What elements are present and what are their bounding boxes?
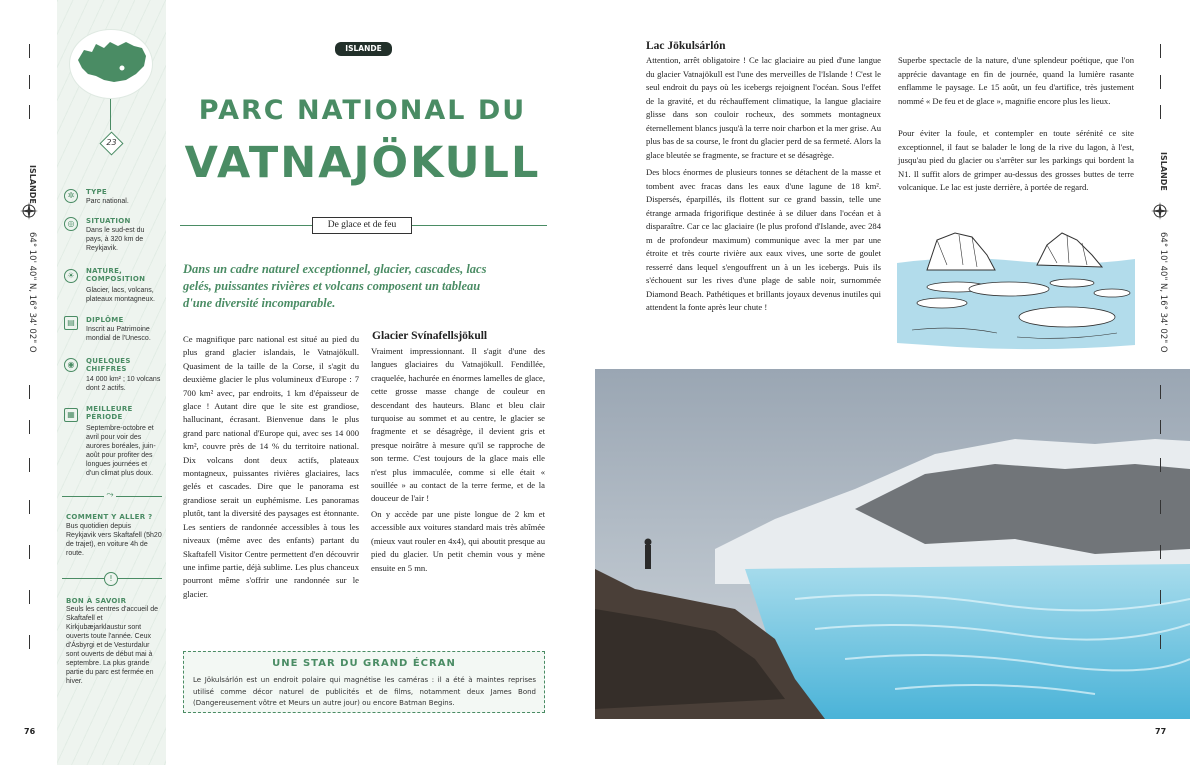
page-number: 77: [1155, 727, 1167, 736]
access-head: COMMENT Y ALLER ?: [66, 513, 153, 521]
margin-tick: [29, 590, 30, 604]
lake-col2-text-2: Pour éviter la foule, et contempler en toute sérénité ce site exceptionnel, il faut se balader le long de la rive du lagon, à l'est, jusqu'au pied du glacier ou s'arrêter sur les parkings qui bordent la N1. Il suffit alors de grimper au-dessus des grosses buttes de terre volcanique. Le lac est juste derrière, à portée de regard.: [898, 128, 1134, 192]
map-medallion: [69, 29, 153, 99]
info-box-title: UNE STAR DU GRAND ÉCRAN: [272, 658, 456, 669]
compass-icon: [19, 201, 39, 221]
margin-tick: [29, 75, 30, 89]
iceland-map-icon: [70, 30, 154, 100]
region-tag: ISLANDE: [335, 42, 392, 56]
margin-tick: [29, 44, 30, 58]
glacier-heading: Glacier Svínafellsjökull: [372, 330, 488, 342]
compass-icon: [1150, 201, 1170, 221]
info-box-text: Le Jökulsárlón est un endroit polaire qui magnétise les caméras : il a été à maintes reprises utilisé comme décor naturel de publicités et de films, notamment deux James Bond (Dangereusement vôtre et Meurs un autre jour) ou encore Batman Begins.: [193, 676, 536, 707]
margin-coordinates: 64° 10' 40" N, 16° 34' 02" O: [1158, 232, 1168, 353]
margin-country: ISLANDE: [28, 165, 37, 204]
lake-text-1: Attention, arrêt obligatoire ! Ce lac glaciaire au pied d'une langue du glacier Vatnajökull est l'une des merveilles de l'Islande ! C'est le seul endroit du pays où les icebergs rejoignent l'océan. Sous l'effet de la gravité, et du réchauffement climatique, la langue glaciaire glisse dans son couloir rocheux, des sommets montagneux éternellement blancs jusqu'à la terre noir charbon et la mer grise. Au plus bas de sa course, le front du glacier perd de sa fermeté. Alors la glace bleutée se fragmente, se fracture et se désagrège.: [646, 55, 881, 160]
rule-left: [180, 225, 312, 226]
iceberg-illustration: [897, 215, 1135, 352]
sidebar-nature-text: Glacier, lacs, volcans, plateaux montagneux.: [86, 287, 155, 303]
sidebar-figures-head: QUELQUES CHIFFRES: [86, 357, 131, 373]
eye-icon: ◉: [64, 358, 78, 372]
rule-right: [412, 225, 547, 226]
info-icon: !: [104, 572, 118, 586]
margin-tick: [1160, 500, 1161, 514]
connector-line: [110, 99, 111, 130]
lake-text-2: Des blocs énormes de plusieurs tonnes se détachent de la masse et tombent avec fracas dans les eaux d'une lagune de 18 km². Dispersés, éparpillés, ils flottent sur ce grand bassin, telle une étrange armada frigorifique destinée à se diluer dans l'océan et à disparaître. Car ce lac glaciaire (le plus profond d'Islande, avec 284 m de profondeur maximum) communique avec la mer par une étroite et très courte rivière aux eaux vives, une sorte de goulet resserré dans lequel s'engouffrent un à un les icebergs. Puis ils s'échouent sur les rives d'une plage de sable noir, surnommée Diamond Beach. Pathétiques et brillants joyaux devenus inutiles qui attendent la fonte après leur chute !: [646, 167, 881, 312]
margin-tick: [29, 545, 30, 559]
margin-tick: [1160, 458, 1161, 472]
sidebar-figures-text: 14 000 km² ; 10 volcans dont 2 actifs.: [86, 376, 161, 392]
page-number: 76: [24, 727, 36, 736]
sidebar-situation-head: SITUATION: [86, 217, 131, 225]
margin-tick: [29, 105, 30, 119]
page-title-line1: PARC NATIONAL DU: [198, 95, 527, 126]
intro-column: Ce magnifique parc national est situé au pied du plus grand glacier islandais, le Vatnajökull. Quasiment de la taille de la Corse, il s'agit du deuxième glacier le plus volumineux d'Europe : 7 700 km² avec, par endroits, 1 km d'épaisseur de glace ! Autant dire que le site est grandiose, hallucinant, écrasant. Bienvenue dans le plus grand parc national d'Europe qui, avec ses 14 000 km², couvre près de 14 % du territoire national. Dix volcans dont deux actifs, plateaux montagneux, puissantes rivières glaciaires, lacs gelés et cascades. Dire que le panorama est grandiose serait un euphémisme. Les panoramas plutôt, tant la diversité des paysages est étonnante. Les sentiers de randonnée accessibles à tous les niveaux (même avec des enfants) partant du Skaftafell Visitor Centre permettent d'en découvrir une infime partie, déjà sublime. Les plus chanceux pourront même s'offrir une randonnée sur le glacier.: [183, 334, 359, 599]
info-head: BON À SAVOIR: [66, 597, 127, 605]
margin-tick: [1160, 385, 1161, 399]
badge-number: 23: [106, 138, 117, 147]
access-text: Bus quotidien depuis Reykjavik vers Skaftafell (5h20 de trajet), en voiture 4h de route.: [66, 523, 162, 557]
margin-tick: [1160, 75, 1161, 89]
margin-tick: [1160, 420, 1161, 434]
margin-tick: [29, 385, 30, 399]
subtitle-tag: De glace et de feu: [312, 217, 412, 234]
diploma-icon: ▤: [64, 316, 78, 330]
route-icon: ⤳: [104, 489, 116, 501]
margin-tick: [1160, 590, 1161, 604]
sidebar-situation-text: Dans le sud-est du pays, à 320 km de Reykjavik.: [86, 227, 145, 252]
target-icon: ◎: [64, 217, 78, 231]
sidebar-period-text: Septembre-octobre et avril pour voir des aurores boréales, juin-août pour profiter des longues journées et d'un climat plus doux.: [86, 425, 156, 477]
lead-paragraph: Dans un cadre naturel exceptionnel, glacier, cascades, lacs gelés, puissantes rivières et volcans composent un tableau d'une diversité incomparable.: [183, 262, 487, 310]
margin-tick: [29, 635, 30, 649]
access-paragraph: On y accède par une piste longue de 2 km et accessible aux voitures standard mais très abîmée (mieux vaut rouler en 4x4), qui aboutit presque au pied du glacier. Un petit chemin vous y mène ensuite en 5 mn.: [371, 509, 545, 573]
margin-country: ISLANDE: [1159, 152, 1168, 191]
sidebar-diploma-text: Inscrit au Patrimoine mondial de l'Unesco.: [86, 326, 151, 342]
margin-tick: [1160, 545, 1161, 559]
calendar-icon: ▦: [64, 408, 78, 422]
margin-tick: [1160, 44, 1161, 58]
lake-heading: Lac Jökulsárlón: [646, 40, 726, 52]
margin-tick: [29, 500, 30, 514]
sidebar-period-head: MEILLEURE PÉRIODE: [86, 405, 133, 421]
gear-icon: ✲: [64, 189, 78, 203]
margin-coordinates: 64° 10' 40" N, 16° 34' 02" O: [27, 232, 37, 353]
lake-col2-text-1: Superbe spectacle de la nature, d'une splendeur poétique, que l'on apprécie davantage en fin de journée, quand la lumière rasante enflamme le paysage. Le 15 août, un feu d'artifice, très justement nommé « De feu et de glace », magnifie encore plus les lieux.: [898, 55, 1134, 106]
sidebar-type-text: Parc national.: [86, 198, 129, 205]
margin-tick: [1160, 635, 1161, 649]
sidebar-nature-head: NATURE, COMPOSITION: [86, 267, 146, 283]
info-text: Seuls les centres d'accueil de Skaftafell et Kirkjubæjarklaustur sont ouverts toute l'année. Ceux d'Ásbyrgi et de Vesturdalur sont ouverts de début mai à septembre. La plus grande partie du parc est fermée en hiver.: [66, 606, 158, 685]
sun-icon: ☀: [64, 269, 78, 283]
sidebar-diploma-head: DIPLÔME: [86, 316, 124, 324]
glacier-photo: [595, 369, 1190, 719]
glacier-text: Vraiment impressionnant. Il s'agit d'une des langues glaciaires du Vatnajökull. Fendillée, craquelée, hachurée en énormes lamelles de glace, cette grosse masse change de couleur en descendant des hauteurs. Blanc et bleu clair turquoise au sommet et au centre, le glacier se fragmente et se désagrège, il devient gris et presque noirâtre à mesure qu'il se rapproche de son terme. C'est toujours de la glace mais elle n'est plus immaculée, comme si elle était « souillée » au contact de la terre ferme, et de la douceur de l'air !: [371, 346, 545, 504]
page-title-line2: VATNAJÖKULL: [184, 138, 541, 188]
margin-tick: [29, 458, 30, 472]
sidebar-type-head: TYPE: [86, 188, 107, 196]
margin-tick: [1160, 105, 1161, 119]
margin-tick: [29, 420, 30, 434]
